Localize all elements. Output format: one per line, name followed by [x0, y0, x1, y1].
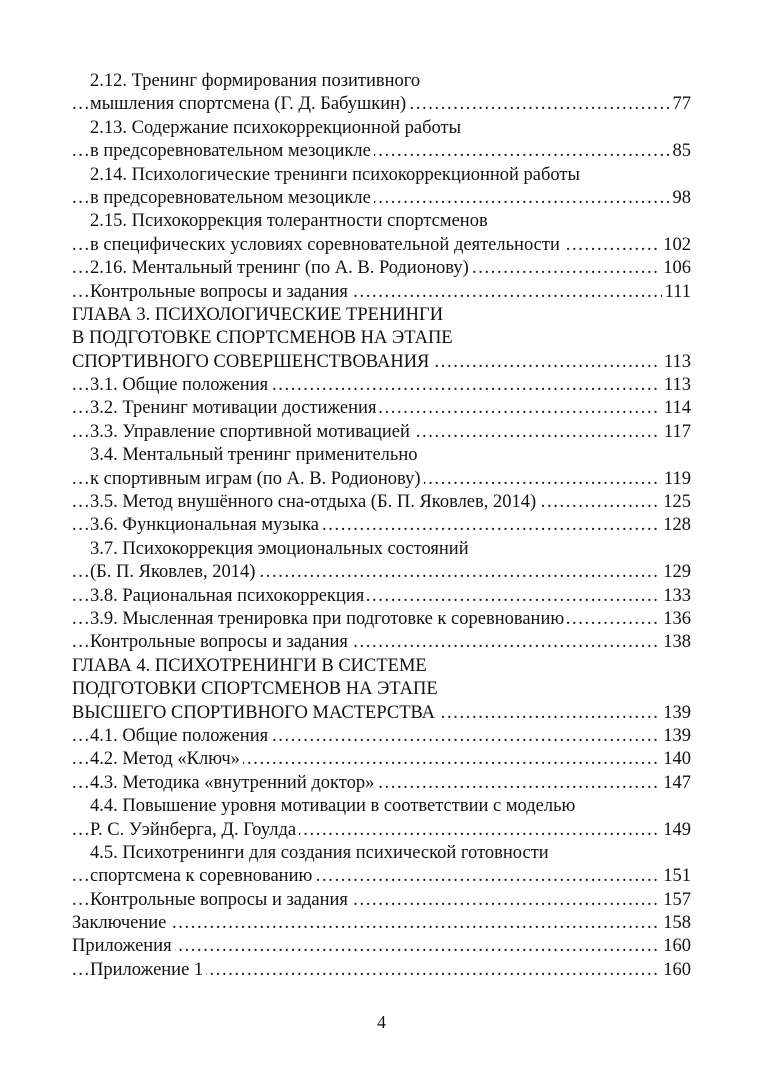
- toc-entry-page: 140: [660, 748, 691, 771]
- toc-entry: [72, 842, 691, 865]
- toc-entry: [72, 959, 691, 982]
- toc-entry-title: Р. С. Уэйнберга, Д. Гоулда: [90, 819, 299, 842]
- toc-entry-title: спортсмена к соревнованию: [90, 865, 315, 888]
- toc-entry-title: 2.16. Ментальный тренинг (по А. В. Родионову): [90, 257, 472, 280]
- toc-entry-page: 139: [660, 725, 691, 748]
- toc-entry: [72, 935, 691, 958]
- toc-entry-title: 2.14. Психологические тренинги психокоррекционной работы: [90, 164, 583, 187]
- toc-entry: [72, 608, 691, 631]
- toc-entry: [72, 234, 691, 257]
- toc-entry: [72, 912, 691, 935]
- toc-entry-title: ВЫСШЕГО СПОРТИВНОГО МАСТЕРСТВА: [72, 702, 438, 725]
- toc-entry-page: 133: [660, 585, 691, 608]
- toc-entry-title: в специфических условиях соревновательной деятельности: [90, 234, 563, 257]
- toc-entry-title: СПОРТИВНОГО СОВЕРШЕНСТВОВАНИЯ: [72, 351, 432, 374]
- toc-entry-title: 2.13. Содержание психокоррекционной работы: [90, 117, 464, 140]
- toc-entry-title: Контрольные вопросы и задания: [90, 281, 351, 304]
- toc-entry-title: 4.2. Метод «Ключ»: [90, 748, 243, 771]
- toc-entry: [72, 281, 691, 304]
- toc-entry-page: 77: [670, 93, 692, 116]
- toc-entry-page: 151: [660, 865, 691, 888]
- toc-entry: [72, 819, 691, 842]
- toc-entry-page: 85: [670, 140, 692, 163]
- toc-entry-title: (Б. П. Яковлев, 2014): [90, 561, 258, 584]
- toc-entry: [72, 889, 691, 912]
- page-number: 4: [377, 1012, 386, 1032]
- toc-entry-title: ПОДГОТОВКИ СПОРТСМЕНОВ НА ЭТАПЕ: [72, 678, 441, 701]
- toc-entry: [72, 444, 691, 467]
- toc-entry: [72, 327, 691, 350]
- toc-entry-title: ГЛАВА 3. ПСИХОЛОГИЧЕСКИЕ ТРЕНИНГИ: [72, 304, 446, 327]
- toc-entry-title: к спортивным играм (по А. В. Родионову): [90, 468, 424, 491]
- toc-entry-page: 106: [660, 257, 691, 280]
- toc-entry-page: 128: [660, 514, 691, 537]
- toc-entry: [72, 304, 691, 327]
- toc-entry-title: Приложение 1: [90, 959, 206, 982]
- toc-entry: [72, 725, 691, 748]
- toc-entry-page: 138: [660, 631, 691, 654]
- toc-entry-title: 4.1. Общие положения: [90, 725, 271, 748]
- toc-entry-page: 102: [660, 234, 691, 257]
- toc-entry-title: 3.5. Метод внушённого сна-отдыха (Б. П. Яковлев, 2014): [90, 491, 539, 514]
- toc-entry-title: 4.4. Повышение уровня мотивации в соответствии с моделью: [90, 795, 578, 818]
- toc-entry: [72, 491, 691, 514]
- toc-entry-title: 4.3. Методика «внутренний доктор»: [90, 772, 377, 795]
- toc-entry: [72, 351, 691, 374]
- toc-entry: [72, 702, 691, 725]
- toc-entry: [72, 514, 691, 537]
- toc-entry-page: 149: [660, 819, 691, 842]
- toc-entry-title: Контрольные вопросы и задания: [90, 631, 351, 654]
- toc-entry-page: 129: [660, 561, 691, 584]
- toc-entry: [72, 93, 691, 116]
- toc-entry: [72, 70, 691, 93]
- toc-entry: [72, 655, 691, 678]
- toc-entry-title: 4.5. Психотренинги для создания психической готовности: [90, 842, 552, 865]
- toc-entry-page: 160: [660, 935, 691, 958]
- toc-entry-page: 113: [661, 351, 691, 374]
- toc-entry-title: мышления спортсмена (Г. Д. Бабушкин): [90, 93, 409, 116]
- toc-entry-page: 139: [660, 702, 691, 725]
- toc-entry: [72, 795, 691, 818]
- toc-entry: [72, 865, 691, 888]
- toc-entry-page: 158: [660, 912, 691, 935]
- toc-entry: [72, 210, 691, 233]
- toc-entry-page: 119: [661, 468, 691, 491]
- toc-entry: [72, 748, 691, 771]
- toc-entry-page: 157: [660, 889, 691, 912]
- toc-entry-title: 3.8. Рациональная психокоррекция: [90, 585, 367, 608]
- toc-entry: [72, 631, 691, 654]
- toc-entry-title: 2.15. Психокоррекция толерантности спортсменов: [90, 210, 491, 233]
- toc-entry-page: 147: [660, 772, 691, 795]
- toc-entry-title: 3.1. Общие положения: [90, 374, 271, 397]
- toc-entry: [72, 117, 691, 140]
- toc-entry-page: 117: [661, 421, 691, 444]
- toc-entry: [72, 140, 691, 163]
- toc-entry-page: 98: [670, 187, 692, 210]
- toc-entry-page: 111: [662, 281, 691, 304]
- toc-entry: [72, 164, 691, 187]
- toc-entry-title: 3.2. Тренинг мотивации достижения: [90, 397, 379, 420]
- toc-entry: [72, 772, 691, 795]
- toc-entry-title: 3.7. Психокоррекция эмоциональных состояний: [90, 538, 472, 561]
- toc-entry: [72, 538, 691, 561]
- toc-entry: [72, 585, 691, 608]
- toc-entry: [72, 678, 691, 701]
- toc-entry-title: 3.6. Функциональная музыка: [90, 514, 322, 537]
- toc-entry-title: 3.4. Ментальный тренинг применительно: [90, 444, 420, 467]
- toc-entry-page: 125: [660, 491, 691, 514]
- toc-entry: [72, 397, 691, 420]
- toc-entry-title: в предсоревновательном мезоцикле: [90, 187, 374, 210]
- toc-entry-page: 113: [661, 374, 691, 397]
- toc-entry: [72, 374, 691, 397]
- toc-entry: [72, 421, 691, 444]
- table-of-contents: [72, 70, 691, 982]
- toc-entry-page: 136: [660, 608, 691, 631]
- toc-entry-title: Приложения: [72, 935, 175, 958]
- toc-entry: [72, 187, 691, 210]
- toc-entry-title: ГЛАВА 4. ПСИХОТРЕНИНГИ В СИСТЕМЕ: [72, 655, 430, 678]
- toc-entry-page: 114: [661, 397, 691, 420]
- toc-entry-title: Заключение: [72, 912, 169, 935]
- toc-entry: [72, 468, 691, 491]
- toc-entry-title: 3.3. Управление спортивной мотивацией: [90, 421, 413, 444]
- toc-entry-title: 3.9. Мысленная тренировка при подготовке к соревнованию: [90, 608, 567, 631]
- toc-entry-title: В ПОДГОТОВКЕ СПОРТСМЕНОВ НА ЭТАПЕ: [72, 327, 456, 350]
- toc-entry: [72, 257, 691, 280]
- toc-entry: [72, 561, 691, 584]
- toc-entry-title: 2.12. Тренинг формирования позитивного: [90, 70, 423, 93]
- toc-entry-title: Контрольные вопросы и задания: [90, 889, 351, 912]
- toc-entry-title: в предсоревновательном мезоцикле: [90, 140, 374, 163]
- toc-entry-page: 160: [660, 959, 691, 982]
